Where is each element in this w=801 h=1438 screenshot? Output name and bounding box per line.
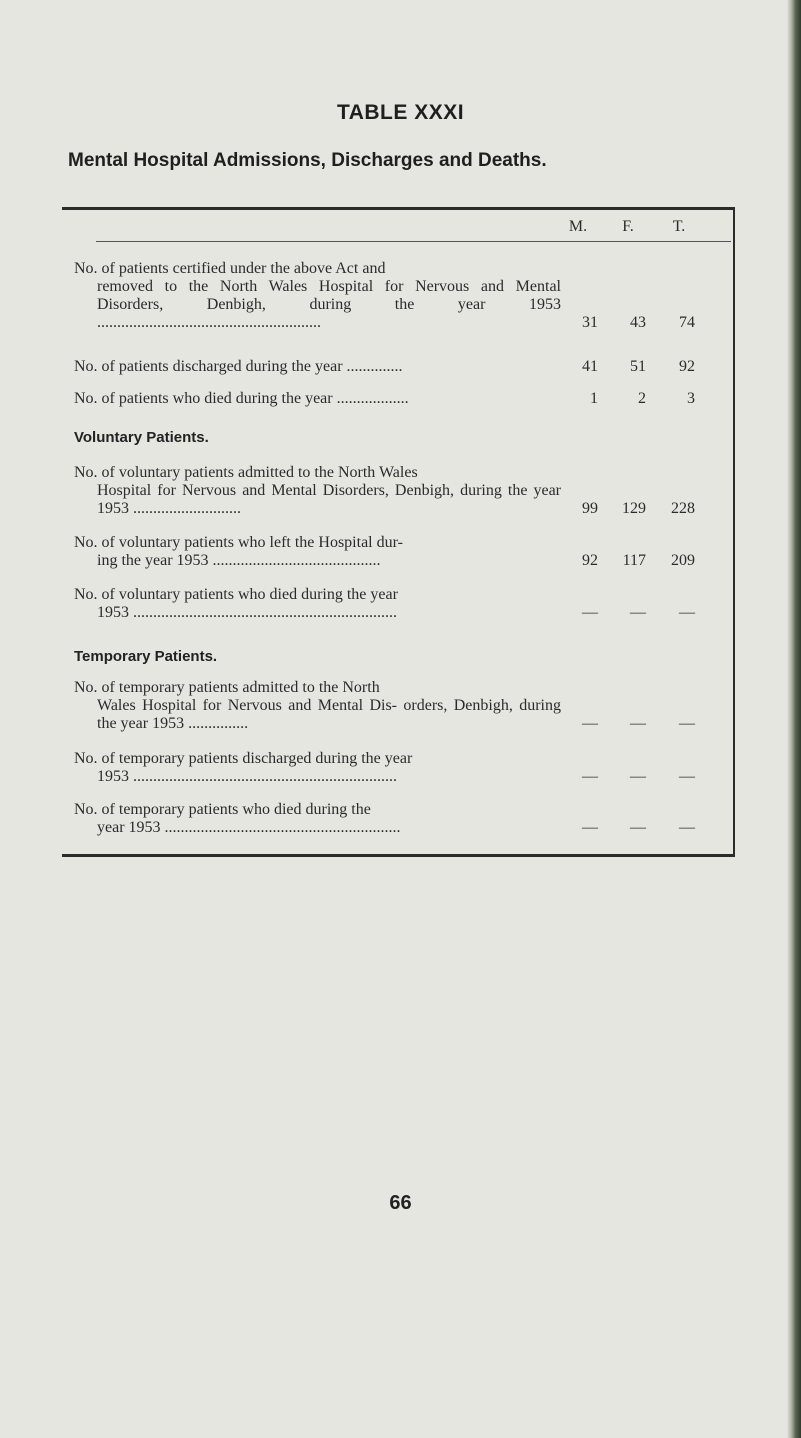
- cell-f: —: [630, 715, 646, 732]
- column-header-f: F.: [622, 218, 634, 235]
- cell-m: 1: [590, 390, 598, 407]
- table-row: [74, 390, 734, 408]
- table-top-rule: [62, 207, 735, 210]
- table-row: [74, 260, 734, 332]
- row-label-continuation: ing the year 1953 ..........................................: [97, 552, 381, 569]
- row-label-first-line: No. of temporary patients discharged during the year: [74, 750, 413, 767]
- cell-f: —: [630, 604, 646, 621]
- table-subtitle: Mental Hospital Admissions, Discharges and Deaths.: [68, 150, 547, 171]
- table-title: TABLE XXXI: [336, 101, 465, 124]
- cell-t: 228: [671, 500, 695, 517]
- cell-m: 92: [582, 552, 598, 569]
- table-row: [74, 534, 734, 570]
- cell-f: 129: [622, 500, 646, 517]
- row-label-continuation: 1953 ..................................................................: [97, 768, 397, 785]
- header-rule: [96, 241, 731, 242]
- cell-m: —: [582, 768, 598, 785]
- table-row: [74, 586, 734, 622]
- cell-m: 41: [582, 358, 598, 375]
- table-row: [74, 464, 734, 518]
- cell-m: —: [582, 715, 598, 732]
- cell-f: 117: [622, 552, 646, 569]
- cell-t: —: [679, 715, 695, 732]
- row-label-continuation: Hospital for Nervous and Mental Disorders, Denbigh, during the year 1953 ...........................: [97, 482, 561, 517]
- cell-m: 99: [582, 500, 598, 517]
- column-header-t: T.: [672, 218, 686, 235]
- cell-t: —: [679, 604, 695, 621]
- section-heading-temporary: Temporary Patients.: [74, 648, 218, 665]
- cell-f: —: [630, 768, 646, 785]
- cell-t: 92: [679, 358, 695, 375]
- table-row: [74, 750, 734, 786]
- row-label-continuation: year 1953 ...........................................................: [97, 819, 401, 836]
- row-label-first-line: No. of temporary patients who died during the: [74, 801, 371, 818]
- page-edge-shadow: [787, 0, 801, 1438]
- cell-t: 3: [687, 390, 695, 407]
- row-label-continuation: removed to the North Wales Hospital for Nervous and Mental Disorders, Denbigh, during the year 1953 ........................................................: [97, 278, 561, 331]
- cell-f: —: [630, 819, 646, 836]
- page-number: 66: [389, 1192, 412, 1214]
- cell-m: —: [582, 819, 598, 836]
- cell-m: —: [582, 604, 598, 621]
- row-label-first-line: No. of voluntary patients admitted to the North Wales: [74, 464, 418, 481]
- column-header-m: M.: [568, 218, 588, 235]
- cell-m: 31: [582, 314, 598, 331]
- row-label-continuation: Wales Hospital for Nervous and Mental Dis- orders, Denbigh, during the year 1953 ...............: [97, 697, 561, 732]
- row-label-first-line: No. of voluntary patients who left the Hospital dur-: [74, 534, 403, 551]
- row-label-first-line: No. of patients who died during the year ..................: [74, 390, 409, 407]
- cell-t: 74: [679, 314, 695, 331]
- section-heading-voluntary: Voluntary Patients.: [74, 429, 209, 446]
- cell-t: 209: [671, 552, 695, 569]
- row-label-first-line: No. of patients discharged during the year ..............: [74, 358, 403, 375]
- cell-t: —: [679, 819, 695, 836]
- table-row: [74, 679, 734, 733]
- cell-f: 43: [630, 314, 646, 331]
- row-label-continuation: 1953 ..................................................................: [97, 604, 397, 621]
- row-label-first-line: No. of temporary patients admitted to the North: [74, 679, 380, 696]
- row-label-first-line: No. of patients certified under the above Act and: [74, 260, 386, 277]
- cell-f: 2: [638, 390, 646, 407]
- row-label-first-line: No. of voluntary patients who died during the year: [74, 586, 398, 603]
- table-bottom-rule: [62, 854, 735, 857]
- table-row: [74, 801, 734, 837]
- table-row: [74, 358, 734, 376]
- cell-f: 51: [630, 358, 646, 375]
- cell-t: —: [679, 768, 695, 785]
